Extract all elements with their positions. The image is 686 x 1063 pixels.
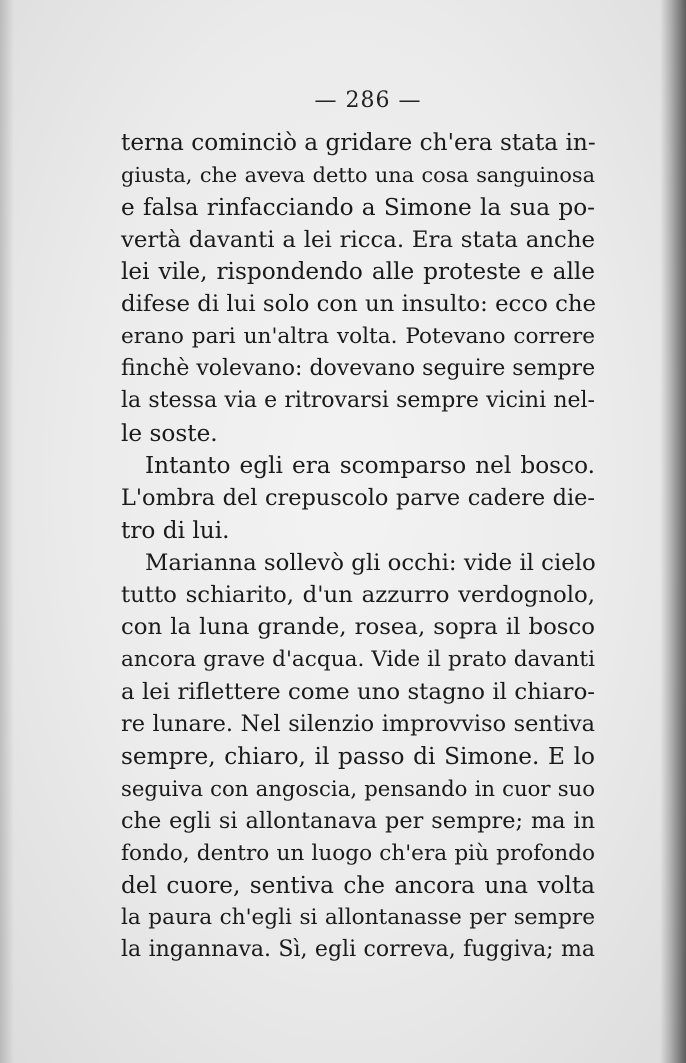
- text-line: con la luna grande, rosea, sopra il bosco: [121, 614, 595, 641]
- text-line: re lunare. Nel silenzio improvviso sentiva: [121, 711, 595, 738]
- text-line: a lei riflettere come uno stagno il chiaro-: [121, 679, 595, 706]
- text-line: Intanto egli era scomparso nel bosco.: [145, 451, 595, 479]
- text-line: del cuore, sentiva che ancora una volta: [121, 871, 595, 899]
- text-line: erano pari un'altra volta. Potevano correre: [121, 323, 595, 349]
- text-line: e falsa rinfacciando a Simone la sua po-: [121, 193, 595, 221]
- text-line: che egli si allontanava per sempre; ma in: [121, 808, 595, 835]
- text-line: lei vile, rispondendo alle proteste e alle: [121, 258, 595, 286]
- text-line: fondo, dentro un luogo ch'era più profondo: [121, 840, 595, 866]
- text-line: giusta, che aveva detto una cosa sanguinosa: [121, 163, 595, 188]
- text-line: vertà davanti a lei ricca. Era stata anche: [121, 226, 595, 253]
- page-left-edge: [0, 0, 14, 1063]
- text-line: tutto schiarito, d'un azzurro verdognolo,: [121, 582, 595, 609]
- text-line: finchè volevano: dovevano seguire sempre: [121, 356, 596, 382]
- text-line: terna cominciò a gridare ch'era stata in-: [121, 129, 596, 156]
- text-line: seguiva con angoscia, pensando in cuor suo: [121, 775, 595, 801]
- page-number: — 286 —: [314, 88, 422, 113]
- text-line: la paura ch'egli si allontanasse per sempre: [121, 905, 595, 931]
- text-line: le soste.: [121, 419, 218, 447]
- body-text: [121, 127, 595, 967]
- text-line: la stessa via e ritrovarsi sempre vicini nel-: [121, 388, 595, 414]
- text-line: la ingannava. Sì, egli correva, fuggiva; ma: [121, 937, 595, 963]
- text-line: L'ombra del crepuscolo parve cadere die-: [121, 485, 595, 512]
- text-line: difese di lui solo con un insulto: ecco che: [121, 291, 597, 318]
- text-line: Marianna sollevò gli occhi: vide il cielo: [145, 549, 596, 576]
- text-line: ancora grave d'acqua. Vide il prato davanti: [121, 646, 595, 672]
- text-line: tro di lui.: [121, 516, 230, 544]
- text-line: sempre, chiaro, il passo di Simone. E lo: [121, 742, 595, 770]
- page-right-edge: [660, 0, 686, 1063]
